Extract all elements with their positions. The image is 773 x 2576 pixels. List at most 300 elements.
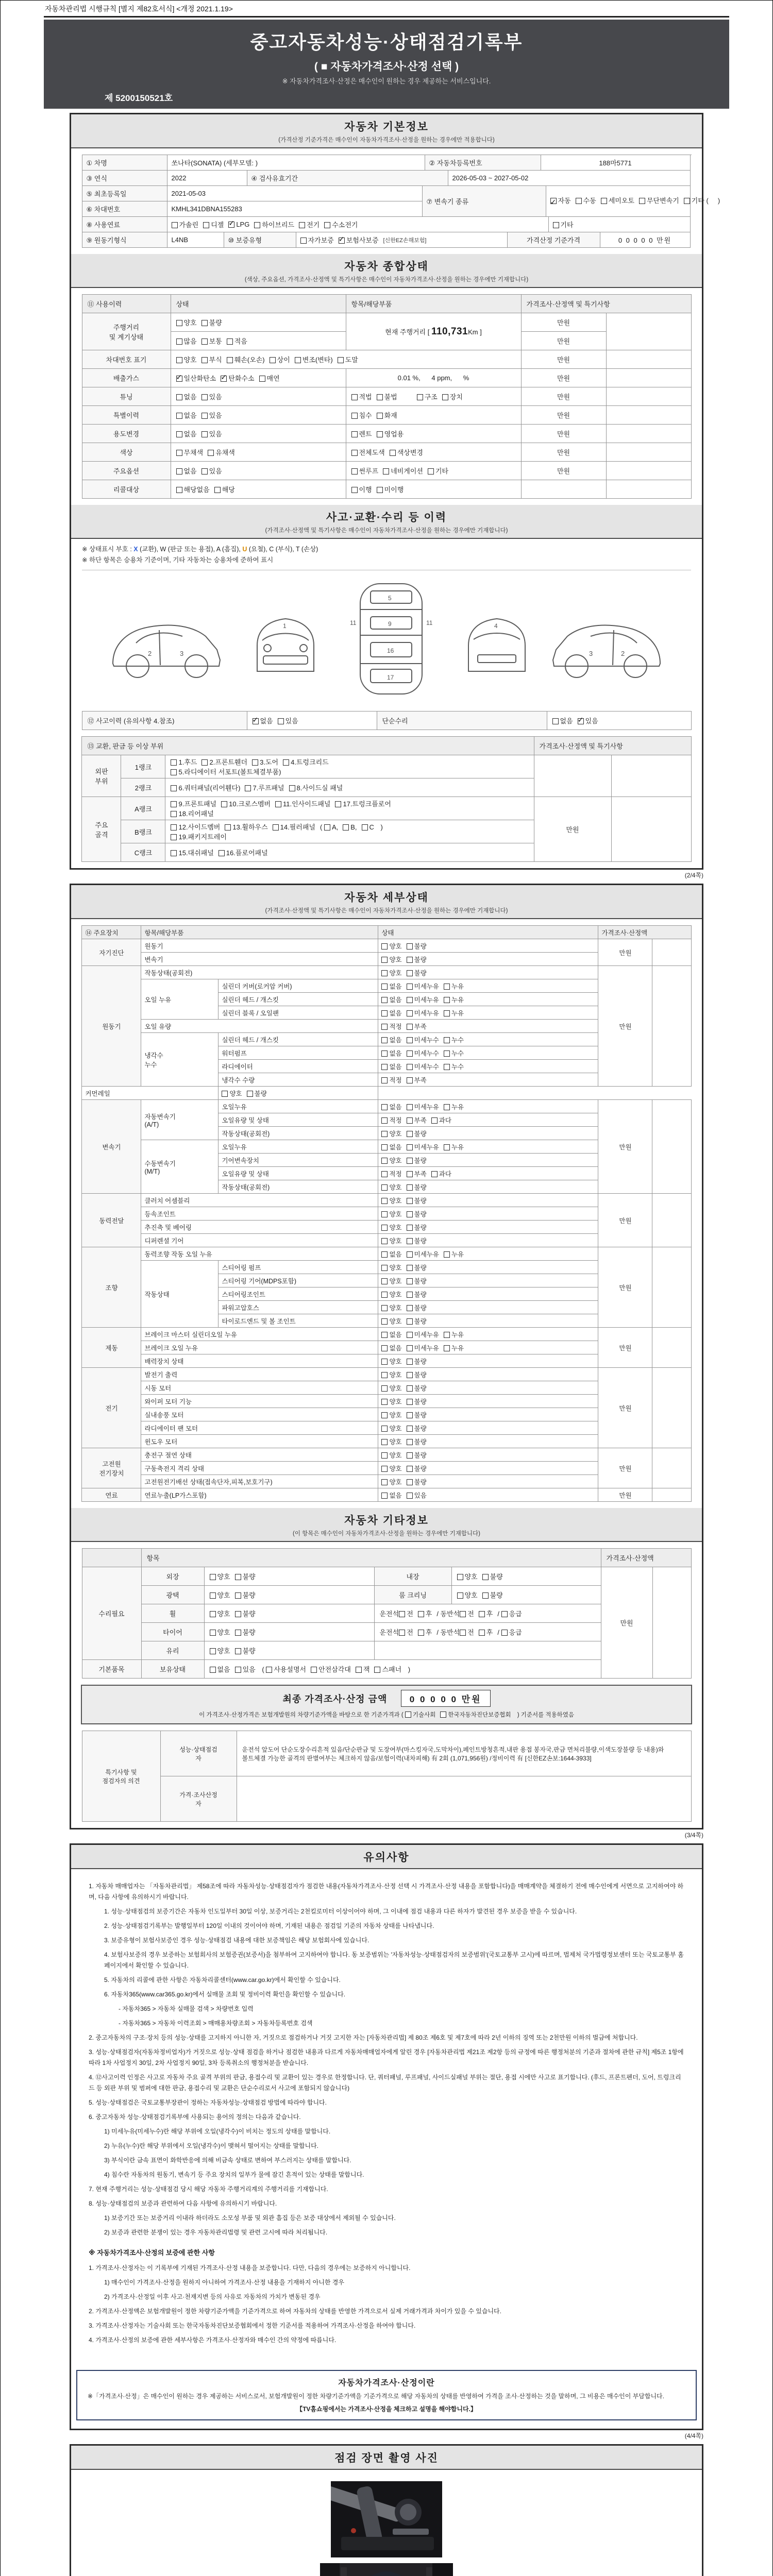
checkbox[interactable] (460, 1611, 466, 1617)
state-code-legend (82, 544, 691, 570)
checkbox-label: 전기 (307, 221, 320, 229)
checkbox[interactable] (351, 487, 358, 493)
checkbox[interactable] (482, 1592, 489, 1599)
cell: 주요옵션 (82, 462, 171, 480)
checkbox[interactable] (381, 1184, 388, 1191)
checkbox-option (381, 1196, 401, 1205)
checkbox[interactable] (377, 487, 383, 493)
checkbox-option (208, 447, 235, 457)
checkbox-label: 응급 (509, 1610, 522, 1618)
checkbox[interactable] (300, 238, 307, 244)
cell (378, 1301, 598, 1314)
checkbox[interactable] (351, 394, 358, 400)
section-overall-header (71, 254, 702, 288)
checkbox[interactable] (176, 357, 182, 363)
checkbox-label: 누유 (451, 1103, 464, 1111)
checkbox[interactable] (253, 718, 259, 724)
checkbox-option (176, 336, 197, 346)
checkbox-label: 침수 (359, 412, 372, 419)
checkbox[interactable] (381, 1104, 388, 1110)
checkbox[interactable] (407, 1104, 413, 1110)
checkbox-option (407, 1276, 427, 1285)
checkbox[interactable] (407, 1117, 413, 1124)
checkbox[interactable] (210, 1648, 216, 1654)
checkbox[interactable] (578, 718, 584, 724)
checkbox[interactable] (235, 1574, 241, 1580)
checkbox-label: 화재 (384, 412, 397, 419)
checkbox[interactable] (381, 984, 388, 990)
checkbox[interactable] (444, 1251, 450, 1258)
page-subtitle-note: ※ 자동차가격조사·산정은 매수인이 원하는 경우 제공하는 서비스입니다. (282, 77, 491, 85)
checkbox[interactable] (208, 450, 214, 456)
checkbox[interactable] (444, 1037, 450, 1043)
checkbox[interactable] (457, 1592, 463, 1599)
checkbox[interactable] (295, 357, 301, 363)
car-name-label: ① 차명 (82, 155, 167, 171)
section-detail-title: 자동차 세부상태 (344, 892, 429, 904)
checkbox[interactable] (407, 1292, 413, 1298)
checkbox[interactable] (377, 431, 383, 437)
checkbox[interactable] (431, 1117, 438, 1124)
checkbox[interactable] (407, 1479, 413, 1485)
cell: 와이퍼 모터 기능 (141, 1395, 378, 1408)
checkbox[interactable] (381, 1050, 388, 1057)
checkbox[interactable] (201, 357, 208, 363)
checkbox[interactable] (381, 1452, 388, 1459)
checkbox[interactable] (381, 1318, 388, 1325)
checkbox[interactable] (407, 1439, 413, 1445)
checkbox-label: 디젤 (211, 221, 224, 229)
checkbox[interactable] (442, 394, 448, 400)
checkbox-option (381, 1397, 401, 1406)
checkbox[interactable] (210, 1667, 216, 1673)
checkbox[interactable] (407, 1184, 413, 1191)
checkbox[interactable] (381, 1198, 388, 1204)
checkbox[interactable] (407, 1426, 413, 1432)
checkbox[interactable] (417, 394, 423, 400)
checkbox[interactable] (440, 1711, 446, 1718)
checkbox-label: 상이 (277, 356, 290, 364)
checkbox[interactable] (383, 468, 389, 474)
checkbox-option (381, 1343, 401, 1352)
header-cell: ⑬ 교환, 판금 등 이상 부위 (82, 737, 534, 755)
checkbox[interactable] (235, 1592, 241, 1599)
checkbox[interactable] (171, 785, 177, 791)
cell: 실린더 블록 / 오일팬 (219, 1006, 378, 1020)
checkbox[interactable] (407, 1359, 413, 1365)
checkbox[interactable] (381, 1479, 388, 1485)
checkbox[interactable] (407, 1372, 413, 1378)
checkbox-option (428, 466, 448, 476)
checkbox[interactable] (172, 222, 178, 228)
checkbox-option (407, 1022, 427, 1031)
checkbox[interactable] (203, 222, 209, 228)
checkbox[interactable] (311, 1667, 317, 1673)
cell (378, 1180, 598, 1194)
checkbox[interactable] (407, 997, 413, 1003)
checkbox[interactable] (171, 834, 177, 840)
checkbox[interactable] (407, 1010, 413, 1016)
checkbox[interactable] (171, 801, 177, 807)
checkbox-label: 양호 (389, 1358, 402, 1365)
checkbox[interactable] (428, 468, 434, 474)
checkbox[interactable] (381, 997, 388, 1003)
checkbox[interactable] (381, 943, 388, 950)
checkbox[interactable] (407, 1265, 413, 1271)
checkbox[interactable] (407, 1345, 413, 1351)
checkbox-option (407, 1290, 427, 1299)
checkbox[interactable] (351, 431, 358, 437)
checkbox-label: 렌트 (359, 430, 372, 438)
checkbox[interactable] (407, 1198, 413, 1204)
checkbox[interactable] (482, 1574, 489, 1580)
checkbox-label: 세미오토 (608, 197, 634, 205)
cell (378, 1113, 598, 1127)
cell (652, 1100, 691, 1194)
page-subtitle: ( ■ 자동차가격조사·산정 선택 ) (314, 61, 459, 73)
cell: 냉각수 누수 (141, 1033, 219, 1087)
checkbox-label: 양호 (217, 1573, 230, 1581)
checkbox[interactable] (407, 1024, 413, 1030)
checkbox[interactable] (407, 1158, 413, 1164)
checkbox[interactable] (381, 1426, 388, 1432)
checkbox[interactable] (235, 1630, 241, 1636)
cell: 1랭크 (121, 755, 165, 778)
cell (378, 1033, 598, 1046)
checkbox[interactable] (407, 1452, 413, 1459)
checkbox[interactable] (381, 1493, 388, 1499)
checkbox-label: 없음 (389, 1331, 402, 1338)
checkbox[interactable] (351, 413, 358, 419)
checkbox[interactable] (259, 376, 265, 382)
checkbox[interactable] (176, 487, 182, 493)
checkbox[interactable] (407, 970, 413, 976)
checkbox[interactable] (201, 431, 208, 437)
checkbox[interactable] (407, 1251, 413, 1258)
cell (374, 1604, 601, 1623)
checkbox[interactable] (639, 198, 645, 204)
checkbox[interactable] (407, 1064, 413, 1070)
checkbox[interactable] (245, 785, 251, 791)
checkbox[interactable] (407, 1399, 413, 1405)
checkbox[interactable] (176, 468, 182, 474)
checkbox[interactable] (273, 824, 279, 831)
checkbox[interactable] (576, 198, 582, 204)
checkbox[interactable] (377, 394, 383, 400)
checkbox[interactable] (283, 759, 289, 766)
header-cell: ⑭ 주요장치 (82, 926, 141, 939)
checkbox[interactable] (550, 198, 557, 204)
checkbox[interactable] (176, 450, 182, 456)
checkbox[interactable] (339, 238, 345, 244)
checkbox[interactable] (381, 1412, 388, 1418)
transmission-label: ⑦ 변속기 종류 (423, 186, 546, 217)
checkbox[interactable] (552, 718, 559, 724)
checkbox[interactable] (381, 1439, 388, 1445)
checkbox[interactable] (407, 1144, 413, 1150)
checkbox-label: 변조(변타) (302, 356, 333, 364)
checkbox[interactable] (324, 222, 330, 228)
checkbox[interactable] (444, 1064, 450, 1070)
checkbox[interactable] (227, 338, 233, 345)
cell (378, 1194, 598, 1207)
final-price-label: 최종 가격조사·산정 금액 (282, 1694, 388, 1704)
checkbox[interactable] (201, 759, 208, 766)
checkbox[interactable] (227, 357, 233, 363)
checkbox[interactable] (343, 824, 349, 831)
checkbox[interactable] (247, 1091, 253, 1097)
checkbox[interactable] (275, 801, 281, 807)
checkbox[interactable] (210, 1592, 216, 1599)
checkbox-option (377, 484, 404, 494)
text: 현재 주행거리 [ (385, 328, 431, 336)
checkbox[interactable] (501, 1611, 508, 1617)
checkbox-option (381, 1209, 401, 1218)
checkbox[interactable] (431, 1171, 438, 1177)
checkbox[interactable] (235, 1611, 241, 1617)
checkbox[interactable] (399, 1630, 405, 1636)
checkbox-option (381, 1276, 401, 1285)
checkbox[interactable] (210, 1611, 216, 1617)
checkbox[interactable] (171, 769, 177, 775)
checkbox[interactable] (407, 1050, 413, 1057)
checkbox-label: 양호 (389, 1371, 402, 1379)
checkbox-label: 불량 (414, 1398, 427, 1405)
cell: 오일 유량 (141, 1020, 378, 1033)
checkbox[interactable] (176, 413, 182, 419)
checkbox[interactable] (444, 1050, 450, 1057)
checkbox[interactable] (479, 1611, 485, 1617)
checkbox[interactable] (225, 824, 231, 831)
checkbox[interactable] (171, 759, 177, 766)
checkbox-option (377, 429, 404, 438)
checkbox[interactable] (407, 1238, 413, 1244)
checkbox[interactable] (221, 376, 227, 382)
checkbox[interactable] (381, 1238, 388, 1244)
checkbox[interactable] (335, 801, 341, 807)
checkbox[interactable] (407, 1493, 413, 1499)
checkbox[interactable] (407, 1037, 413, 1043)
checkbox[interactable] (201, 468, 208, 474)
checkbox[interactable] (444, 1144, 450, 1150)
text: 운전석 (379, 1610, 399, 1618)
checkbox[interactable] (381, 1131, 388, 1137)
checkbox[interactable] (201, 413, 208, 419)
checkbox[interactable] (381, 1117, 388, 1124)
checkbox[interactable] (201, 394, 208, 400)
checkbox[interactable] (407, 1077, 413, 1083)
checkbox[interactable] (278, 718, 284, 724)
checkbox[interactable] (684, 198, 690, 204)
checkbox[interactable] (381, 1278, 388, 1284)
cell: 브레이크 오일 누유 (141, 1341, 378, 1354)
checkbox[interactable] (460, 1630, 466, 1636)
checkbox[interactable] (501, 1630, 508, 1636)
appraiser-opinion (237, 1776, 691, 1822)
checkbox[interactable] (351, 468, 358, 474)
checkbox-label: 기타 (560, 221, 574, 229)
checkbox-option (444, 1102, 464, 1111)
checkbox[interactable] (407, 1466, 413, 1472)
text: / 동반석 (436, 1629, 460, 1636)
first-reg-label: ⑤ 최초등록일 (82, 186, 167, 201)
checkbox[interactable] (374, 1667, 380, 1673)
checkbox[interactable] (381, 970, 388, 976)
checkbox[interactable] (381, 1064, 388, 1070)
checkbox[interactable] (252, 759, 258, 766)
checkbox[interactable] (210, 1630, 216, 1636)
checkbox[interactable] (381, 1466, 388, 1472)
checkbox[interactable] (407, 1131, 413, 1137)
cell (204, 1586, 374, 1604)
table-row (82, 369, 691, 387)
checkbox[interactable] (407, 1332, 413, 1338)
checkbox[interactable] (381, 1158, 388, 1164)
basic-row-1 (82, 155, 692, 171)
checkbox-option (351, 466, 379, 476)
checkbox[interactable] (176, 338, 182, 345)
checkbox[interactable] (479, 1630, 485, 1636)
checkbox[interactable] (171, 824, 177, 831)
checkbox[interactable] (407, 1412, 413, 1418)
checkbox[interactable] (201, 320, 208, 326)
checkbox[interactable] (381, 1385, 388, 1392)
checkbox[interactable] (270, 357, 276, 363)
checkbox[interactable] (444, 1104, 450, 1110)
checkbox[interactable] (457, 1574, 463, 1580)
checkbox[interactable] (201, 338, 208, 345)
cell (606, 387, 691, 406)
checkbox[interactable] (176, 431, 182, 437)
checkbox[interactable] (407, 984, 413, 990)
checkbox[interactable] (381, 1345, 388, 1351)
checkbox[interactable] (381, 1077, 388, 1083)
checkbox[interactable] (418, 1611, 424, 1617)
checkbox[interactable] (222, 1091, 228, 1097)
checkbox[interactable] (407, 1318, 413, 1325)
checkbox[interactable] (171, 811, 177, 817)
checkbox[interactable] (356, 1667, 362, 1673)
caution-item: 6. 중고자동차 성능·상태점검기록부에 사용되는 용어의 정의는 다음과 같습니다. (89, 2113, 301, 2121)
checkbox[interactable] (362, 824, 368, 831)
text: ) (378, 823, 383, 831)
checkbox[interactable] (381, 1010, 388, 1016)
checkbox[interactable] (299, 222, 305, 228)
checkbox[interactable] (407, 1171, 413, 1177)
checkbox[interactable] (553, 222, 559, 228)
checkbox[interactable] (381, 1251, 388, 1258)
checkbox[interactable] (381, 1332, 388, 1338)
base-price-value: 0 0 0 0 0 만원 (600, 232, 691, 248)
checkbox[interactable] (381, 1359, 388, 1365)
checkbox[interactable] (444, 1345, 450, 1351)
checkbox[interactable] (405, 1711, 411, 1718)
checkbox[interactable] (176, 376, 182, 382)
cell (378, 1462, 598, 1475)
checkbox[interactable] (235, 1667, 241, 1673)
checkbox[interactable] (407, 1305, 413, 1311)
cell (378, 1354, 598, 1368)
checkbox-option (381, 1102, 401, 1111)
cell: 만원 (598, 1247, 652, 1328)
checkbox[interactable] (444, 1332, 450, 1338)
checkbox[interactable] (601, 198, 607, 204)
checkbox-option (407, 1102, 439, 1111)
checkbox[interactable] (381, 1144, 388, 1150)
checkbox[interactable] (407, 1225, 413, 1231)
checkbox[interactable] (381, 1037, 388, 1043)
checkbox[interactable] (418, 1630, 424, 1636)
checkbox[interactable] (381, 1024, 388, 1030)
checkbox[interactable] (176, 394, 182, 400)
checkbox[interactable] (390, 450, 396, 456)
checkbox-label: 누유 (451, 1331, 464, 1338)
checkbox[interactable] (444, 997, 450, 1003)
checkbox[interactable] (381, 1265, 388, 1271)
checkbox[interactable] (210, 1574, 216, 1580)
checkbox[interactable] (176, 320, 182, 326)
checkbox-option (381, 1316, 401, 1326)
checkbox-label: 양호 (389, 1304, 402, 1312)
divider (44, 16, 729, 18)
checkbox[interactable] (254, 222, 260, 228)
checkbox[interactable] (407, 1211, 413, 1217)
checkbox[interactable] (171, 850, 177, 856)
checkbox[interactable] (228, 222, 234, 228)
checkbox[interactable] (235, 1648, 241, 1654)
checkbox[interactable] (407, 1278, 413, 1284)
checkbox[interactable] (289, 785, 295, 791)
checkbox[interactable] (381, 1399, 388, 1405)
checkbox[interactable] (407, 943, 413, 950)
checkbox-label: 없음 (389, 996, 402, 1004)
checkbox[interactable] (399, 1611, 405, 1617)
checkbox[interactable] (444, 984, 450, 990)
checkbox[interactable] (266, 1667, 272, 1673)
checkbox-option (399, 1627, 413, 1637)
checkbox-label: 미세누유 (414, 1331, 439, 1338)
checkbox[interactable] (381, 957, 388, 963)
checkbox[interactable] (444, 1010, 450, 1016)
checkbox[interactable] (381, 1372, 388, 1378)
checkbox[interactable] (324, 824, 330, 831)
cell (606, 313, 691, 350)
checkbox[interactable] (381, 1211, 388, 1217)
checkbox[interactable] (221, 801, 227, 807)
checkbox[interactable] (381, 1171, 388, 1177)
checkbox[interactable] (214, 487, 221, 493)
checkbox-label: 불량 (414, 1157, 427, 1164)
checkbox[interactable] (407, 1385, 413, 1392)
checkbox-option (407, 1115, 427, 1125)
checkbox-label: 불량 (414, 1237, 427, 1245)
checkbox[interactable] (381, 1305, 388, 1311)
checkbox-label: 불량 (414, 1183, 427, 1191)
checkbox-label: 양호 (389, 956, 402, 963)
checkbox-label: 불량 (414, 1465, 427, 1472)
checkbox[interactable] (381, 1292, 388, 1298)
checkbox[interactable] (381, 1225, 388, 1231)
checkbox-option (407, 1263, 427, 1272)
checkbox-label: 수동 (583, 197, 596, 205)
checkbox-label: 12.사이드멤버 (178, 823, 221, 831)
checkbox[interactable] (351, 450, 358, 456)
checkbox[interactable] (407, 957, 413, 963)
checkbox[interactable] (219, 850, 225, 856)
checkbox[interactable] (338, 357, 344, 363)
checkbox-option (176, 447, 204, 457)
checkbox[interactable] (377, 413, 383, 419)
